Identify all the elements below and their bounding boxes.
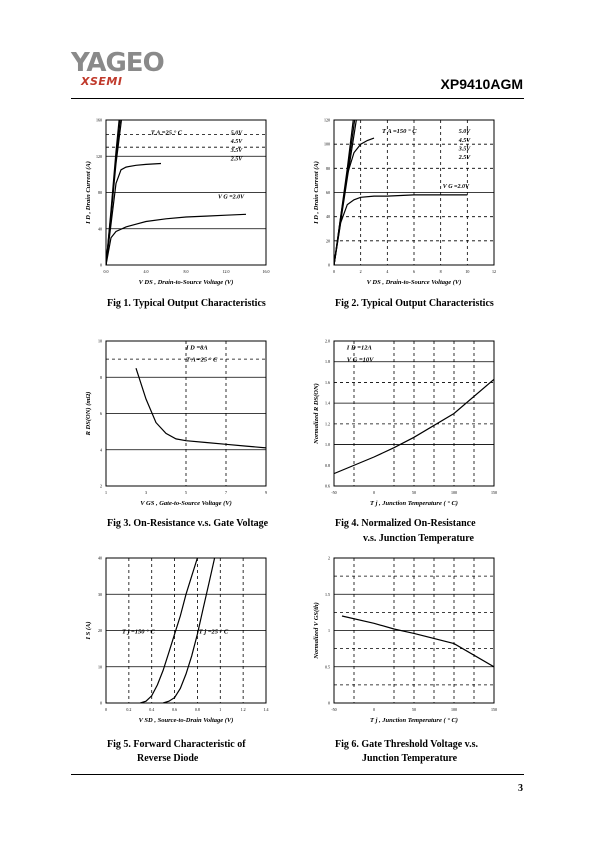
x-tick-label: 0.8 (194, 707, 200, 712)
x-tick-label: 0.0 (103, 269, 109, 274)
y-tick-label: 0.5 (325, 664, 330, 670)
x-axis-label: V DS , Drain-to-Source Voltage (V) (138, 279, 234, 286)
fig3-caption: Fig 3. On-Resistance v.s. Gate Voltage (107, 518, 269, 529)
x-axis-label: V GS , Gate-to-Source Voltage (V) (140, 500, 232, 507)
y-tick-label: 0 (100, 262, 102, 268)
fig1-output-characteristics-chart (80, 112, 280, 292)
x-tick-label: 3 (145, 490, 147, 495)
curve-label: 5.0V (230, 130, 243, 137)
fig6-caption-line2: Junction Temperature (362, 753, 458, 764)
x-tick-label: 100 (451, 707, 457, 712)
series-line-1 (342, 616, 494, 667)
x-tick-label: 9 (265, 490, 267, 495)
condition-label: T j =150 ° C (122, 628, 155, 636)
y-tick-label: 0.6 (325, 483, 330, 489)
series-line-1 (136, 368, 266, 448)
fig4-normalized-on-resistance-chart (308, 333, 508, 513)
x-tick-label: 1 (219, 707, 222, 712)
x-tick-label: -50 (331, 490, 337, 495)
x-tick-label: 1.4 (263, 707, 269, 712)
y-tick-label: 1.2 (325, 421, 330, 427)
x-tick-label: 0.4 (149, 707, 155, 712)
fig4-caption: Fig 4. Normalized On-Resistance (335, 518, 476, 529)
curve-label: 2.5V (230, 156, 243, 163)
x-tick-label: 16.0 (262, 269, 270, 274)
fig6-caption: Fig 6. Gate Threshold Voltage v.s. (335, 739, 478, 750)
y-tick-label: 2 (100, 483, 102, 489)
x-tick-label: 0.6 (172, 707, 178, 712)
page-number: 3 (518, 783, 523, 794)
x-tick-label: 12.0 (222, 269, 230, 274)
curve-label: 5.0V (458, 129, 471, 136)
curve-label: V G =2.0V (218, 194, 245, 201)
y-tick-label: 10 (98, 338, 102, 344)
x-tick-label: 8.0 (183, 269, 189, 274)
y-tick-label: 160 (96, 117, 102, 123)
y-tick-label: 80 (98, 190, 102, 195)
footer-rule (71, 774, 524, 775)
fig6-gate-threshold-chart (308, 550, 508, 730)
curve-label: 4.5V (230, 139, 243, 146)
fig4-caption-line2: v.s. Junction Temperature (363, 533, 474, 544)
series-line-5 (106, 214, 246, 265)
x-tick-label: 4 (386, 269, 389, 274)
x-axis-label: V SD , Source-to-Drain Voltage (V) (138, 717, 234, 724)
curve-label: 3.5V (230, 147, 243, 154)
x-tick-label: -50 (331, 707, 337, 712)
chart-grid (334, 558, 494, 703)
fig5-caption-line2: Reverse Diode (137, 753, 199, 764)
y-tick-label: 6 (100, 411, 102, 416)
x-tick-label: 4.0 (143, 269, 149, 274)
yageo-logo: YAGEO (71, 48, 164, 78)
y-tick-label: 8 (100, 374, 102, 380)
x-tick-label: 12 (492, 269, 496, 274)
y-tick-label: 0 (328, 262, 330, 268)
header-rule (71, 98, 524, 99)
y-tick-label: 30 (98, 591, 102, 597)
y-axis-label: Normalized V GS(th) (313, 602, 320, 659)
curve-label: 2.5V (458, 155, 471, 162)
y-tick-label: 60 (326, 190, 330, 195)
y-axis-label: Normalized R DS(ON) (313, 383, 320, 444)
x-tick-label: 8 (439, 269, 442, 274)
y-axis-label: I D , Drain Current (A) (313, 161, 320, 224)
y-tick-label: 4 (100, 447, 102, 453)
x-tick-label: 150 (491, 490, 497, 495)
x-tick-label: 10 (465, 269, 470, 274)
x-axis-label: T j , Junction Temperature ( ° C) (370, 500, 458, 507)
series-line-4 (334, 138, 374, 265)
curve-label: 4.5V (458, 137, 471, 144)
y-tick-label: 20 (98, 628, 102, 633)
condition-label: T j =25 ° C (198, 628, 229, 636)
x-tick-label: 2 (359, 269, 362, 274)
condition-label: I D =8A (186, 344, 208, 352)
x-tick-label: 50 (412, 707, 416, 712)
x-tick-label: 1 (105, 490, 107, 495)
x-axis-label: T j , Junction Temperature ( ° C) (370, 717, 458, 724)
y-tick-label: 1.5 (325, 591, 330, 597)
x-tick-label: 0 (333, 269, 335, 274)
fig2-output-characteristics-chart (308, 112, 508, 292)
condition-label: T A =25 ° C (186, 356, 218, 364)
fig1-caption: Fig 1. Typical Output Characteristics (107, 298, 266, 309)
y-tick-label: 0 (328, 700, 330, 706)
y-tick-label: 120 (324, 117, 330, 123)
condition-label: V G =10V (346, 356, 374, 364)
x-tick-label: 150 (491, 707, 497, 712)
y-tick-label: 2.0 (325, 338, 330, 344)
condition-label: T A =25 ° C (150, 129, 183, 137)
y-tick-label: 20 (326, 238, 330, 244)
y-tick-label: 1 (328, 628, 330, 633)
x-tick-label: 6 (413, 269, 415, 274)
x-tick-label: 0 (373, 490, 375, 495)
fig3-on-resistance-chart (80, 333, 280, 513)
y-tick-label: 0.8 (325, 462, 330, 468)
x-tick-label: 100 (451, 490, 457, 495)
curve-label: 3.5V (458, 146, 471, 153)
fig5-forward-characteristic-chart (80, 550, 280, 730)
y-tick-label: 100 (324, 141, 330, 147)
y-axis-label: I D , Drain Current (A) (85, 161, 92, 224)
x-tick-label: 5 (185, 490, 187, 495)
x-axis-label: V DS , Drain-to-Source Voltage (V) (366, 279, 462, 286)
x-tick-label: 0.2 (126, 707, 132, 712)
part-number: XP9410AGM (440, 76, 523, 92)
y-tick-label: 40 (326, 214, 330, 220)
condition-label: T A =150 ° C (382, 128, 417, 136)
x-tick-label: 1.2 (240, 707, 246, 712)
y-tick-label: 80 (326, 165, 330, 171)
x-tick-label: 7 (225, 490, 227, 495)
y-tick-label: 1.8 (325, 359, 330, 365)
series-line-5 (334, 195, 467, 265)
fig5-caption: Fig 5. Forward Characteristic of (107, 739, 246, 750)
xsemi-logo: XSEMI (81, 75, 123, 88)
y-tick-label: 1.4 (325, 400, 330, 406)
y-tick-label: 40 (98, 555, 102, 561)
y-tick-label: 10 (98, 664, 102, 670)
fig2-caption: Fig 2. Typical Output Characteristics (335, 298, 494, 309)
y-tick-label: 2 (328, 555, 330, 561)
curve-label: V G =2.0V (442, 184, 469, 191)
x-tick-label: 0 (105, 707, 107, 712)
y-axis-label: R DS(ON) (mΩ) (85, 391, 92, 436)
y-tick-label: 120 (96, 153, 102, 159)
y-tick-label: 1.6 (325, 379, 330, 385)
y-tick-label: 0 (100, 700, 102, 706)
y-axis-label: I S (A) (85, 621, 92, 640)
y-tick-label: 40 (98, 226, 102, 232)
condition-label: I D =12A (346, 344, 372, 352)
y-tick-label: 1.0 (325, 442, 330, 448)
x-tick-label: 0 (373, 707, 375, 712)
x-tick-label: 50 (412, 490, 416, 495)
